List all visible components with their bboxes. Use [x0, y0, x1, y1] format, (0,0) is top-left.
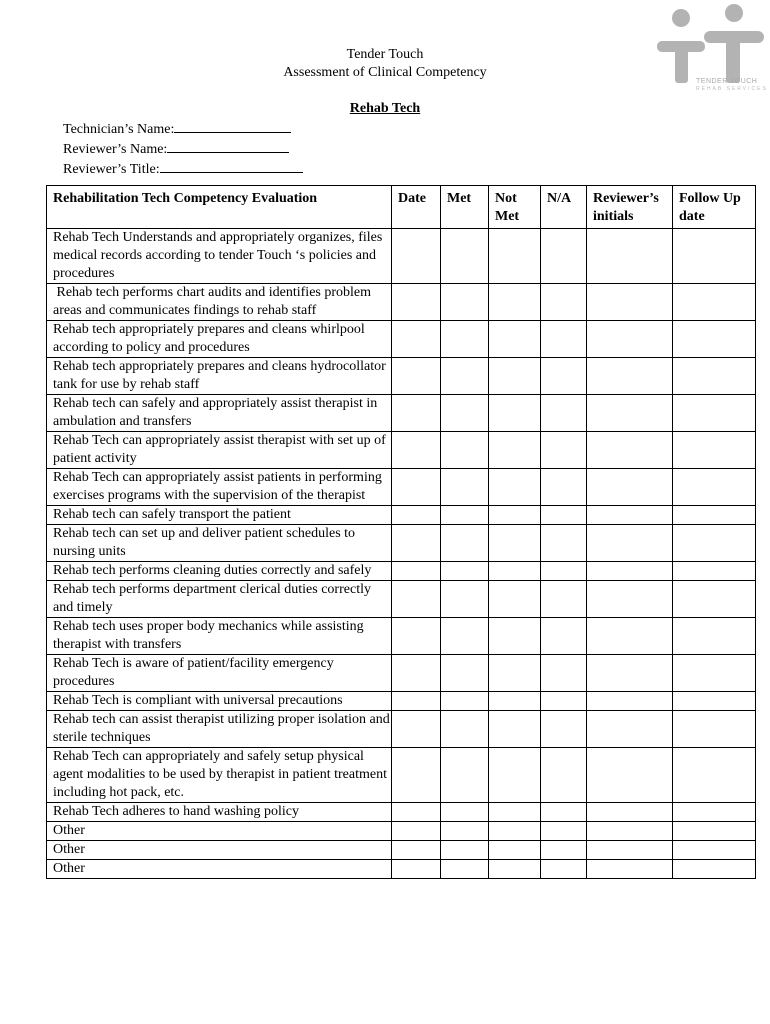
table-row	[47, 358, 756, 395]
date-cell[interactable]	[392, 358, 441, 395]
competency-item: Rehab Tech Understands and appropriately organizes, files medical records according to tender Touch ‘s policies and procedures	[47, 229, 392, 284]
na-cell[interactable]	[541, 803, 587, 822]
met-cell[interactable]	[441, 841, 489, 860]
table-row	[47, 525, 756, 562]
competency-item: Rehab tech performs chart audits and identifies problem areas and communicates findings to rehab staff	[47, 284, 392, 321]
org-name: Tender Touch	[346, 47, 424, 62]
competency-item: Rehab Tech is compliant with universal precautions	[47, 692, 392, 711]
table-row	[47, 229, 756, 284]
met-cell[interactable]	[441, 748, 489, 803]
competency-item: Rehab tech uses proper body mechanics while assisting therapist with transfers	[47, 618, 392, 655]
date-cell[interactable]	[392, 229, 441, 284]
not-met-cell[interactable]	[489, 525, 541, 562]
competency-item: Rehab tech appropriately prepares and cleans whirlpool according to policy and procedures	[47, 321, 392, 358]
logo-brand-text: TENDER TOUCH	[696, 78, 758, 85]
reviewer-initials-cell[interactable]	[587, 692, 673, 711]
tender-touch-logo	[654, 4, 766, 94]
reviewer-initials-cell[interactable]	[587, 562, 673, 581]
table-row	[47, 860, 756, 879]
date-cell[interactable]	[392, 692, 441, 711]
not-met-cell[interactable]	[489, 469, 541, 506]
table-row	[47, 432, 756, 469]
competency-item: Rehab tech performs department clerical duties correctly and timely	[47, 581, 392, 618]
follow-up-date-cell[interactable]	[673, 469, 756, 506]
reviewer-initials-cell[interactable]	[587, 711, 673, 748]
table-row	[47, 395, 756, 432]
reviewer-name-line[interactable]	[167, 139, 289, 153]
follow-up-date-cell[interactable]	[673, 618, 756, 655]
reviewer-initials-cell[interactable]	[587, 618, 673, 655]
met-cell[interactable]	[441, 692, 489, 711]
not-met-cell[interactable]	[489, 860, 541, 879]
not-met-cell[interactable]	[489, 358, 541, 395]
na-cell[interactable]	[541, 711, 587, 748]
header-evaluation: Rehabilitation Tech Competency Evaluation	[47, 186, 392, 229]
met-cell[interactable]	[441, 581, 489, 618]
met-cell[interactable]	[441, 822, 489, 841]
date-cell[interactable]	[392, 822, 441, 841]
date-cell[interactable]	[392, 803, 441, 822]
table-row	[47, 469, 756, 506]
not-met-cell[interactable]	[489, 432, 541, 469]
met-cell[interactable]	[441, 321, 489, 358]
follow-up-date-cell[interactable]	[673, 506, 756, 525]
reviewer-initials-cell[interactable]	[587, 321, 673, 358]
header-na: N/A	[541, 186, 587, 229]
reviewer-initials-cell[interactable]	[587, 284, 673, 321]
document-title: Assessment of Clinical Competency	[283, 65, 487, 80]
technician-name-line[interactable]	[174, 119, 291, 133]
follow-up-date-cell[interactable]	[673, 655, 756, 692]
technician-name-label: Technician’s Name:	[63, 122, 175, 137]
follow-up-date-cell[interactable]	[673, 395, 756, 432]
reviewer-initials-cell[interactable]	[587, 803, 673, 822]
reviewer-name-field[interactable]	[63, 139, 303, 159]
date-cell[interactable]	[392, 748, 441, 803]
competency-table	[46, 185, 756, 879]
met-cell[interactable]	[441, 506, 489, 525]
table-row	[47, 748, 756, 803]
date-cell[interactable]	[392, 395, 441, 432]
date-cell[interactable]	[392, 525, 441, 562]
na-cell[interactable]	[541, 692, 587, 711]
reviewer-initials-cell[interactable]	[587, 748, 673, 803]
date-cell[interactable]	[392, 655, 441, 692]
not-met-cell[interactable]	[489, 692, 541, 711]
na-cell[interactable]	[541, 469, 587, 506]
tt-logo-icon	[654, 4, 766, 84]
na-cell[interactable]	[541, 358, 587, 395]
competency-item: Other	[47, 860, 392, 879]
reviewer-initials-cell[interactable]	[587, 655, 673, 692]
not-met-cell[interactable]	[489, 321, 541, 358]
met-cell[interactable]	[441, 525, 489, 562]
date-cell[interactable]	[392, 711, 441, 748]
met-cell[interactable]	[441, 395, 489, 432]
met-cell[interactable]	[441, 432, 489, 469]
follow-up-date-cell[interactable]	[673, 692, 756, 711]
table-row	[47, 803, 756, 822]
follow-up-date-cell[interactable]	[673, 525, 756, 562]
na-cell[interactable]	[541, 581, 587, 618]
competency-item: Rehab tech can safely and appropriately assist therapist in ambulation and transfers	[47, 395, 392, 432]
reviewer-title-label: Reviewer’s Title:	[63, 162, 160, 177]
not-met-cell[interactable]	[489, 284, 541, 321]
follow-up-date-cell[interactable]	[673, 711, 756, 748]
na-cell[interactable]	[541, 525, 587, 562]
met-cell[interactable]	[441, 284, 489, 321]
not-met-cell[interactable]	[489, 822, 541, 841]
competency-item: Other	[47, 841, 392, 860]
table-row	[47, 711, 756, 748]
reviewer-initials-cell[interactable]	[587, 581, 673, 618]
competency-item: Rehab Tech can appropriately and safely setup physical agent modalities to be used by therapist in patient treatment including hot pack, etc.	[47, 748, 392, 803]
na-cell[interactable]	[541, 284, 587, 321]
reviewer-initials-cell[interactable]	[587, 358, 673, 395]
met-cell[interactable]	[441, 562, 489, 581]
reviewer-initials-cell[interactable]	[587, 432, 673, 469]
met-cell[interactable]	[441, 860, 489, 879]
date-cell[interactable]	[392, 618, 441, 655]
table-row	[47, 284, 756, 321]
reviewer-initials-cell[interactable]	[587, 860, 673, 879]
date-cell[interactable]	[392, 562, 441, 581]
not-met-cell[interactable]	[489, 748, 541, 803]
competency-item: Rehab tech performs cleaning duties correctly and safely	[47, 562, 392, 581]
reviewer-initials-cell[interactable]	[587, 525, 673, 562]
competency-item: Rehab Tech can appropriately assist patients in performing exercises programs with the supervision of the therapist	[47, 469, 392, 506]
date-cell[interactable]	[392, 284, 441, 321]
technician-name-field[interactable]	[63, 119, 303, 139]
date-cell[interactable]	[392, 860, 441, 879]
follow-up-date-cell[interactable]	[673, 581, 756, 618]
date-cell[interactable]	[392, 469, 441, 506]
met-cell[interactable]	[441, 803, 489, 822]
reviewer-name-label: Reviewer’s Name:	[63, 142, 168, 157]
follow-up-date-cell[interactable]	[673, 229, 756, 284]
follow-up-date-cell[interactable]	[673, 358, 756, 395]
not-met-cell[interactable]	[489, 841, 541, 860]
not-met-cell[interactable]	[489, 395, 541, 432]
met-cell[interactable]	[441, 229, 489, 284]
competency-item: Rehab tech can safely transport the patient	[47, 506, 392, 525]
not-met-cell[interactable]	[489, 618, 541, 655]
reviewer-initials-cell[interactable]	[587, 506, 673, 525]
na-cell[interactable]	[541, 229, 587, 284]
competency-item: Rehab Tech is aware of patient/facility emergency procedures	[47, 655, 392, 692]
met-cell[interactable]	[441, 618, 489, 655]
reviewer-title-line[interactable]	[160, 159, 303, 173]
competency-item: Rehab tech can set up and deliver patient schedules to nursing units	[47, 525, 392, 562]
table-row	[47, 321, 756, 358]
reviewer-initials-cell[interactable]	[587, 822, 673, 841]
header-reviewer-initials: Reviewer’s initials	[587, 186, 673, 229]
date-cell[interactable]	[392, 581, 441, 618]
date-cell[interactable]	[392, 321, 441, 358]
follow-up-date-cell[interactable]	[673, 321, 756, 358]
reviewer-initials-cell[interactable]	[587, 395, 673, 432]
na-cell[interactable]	[541, 432, 587, 469]
na-cell[interactable]	[541, 748, 587, 803]
header-follow-up-date: Follow Up date	[673, 186, 756, 229]
follow-up-date-cell[interactable]	[673, 432, 756, 469]
reviewer-initials-cell[interactable]	[587, 841, 673, 860]
met-cell[interactable]	[441, 358, 489, 395]
reviewer-fields	[63, 119, 303, 179]
table-row	[47, 692, 756, 711]
table-header-row	[47, 186, 756, 229]
competency-item: Other	[47, 822, 392, 841]
follow-up-date-cell[interactable]	[673, 803, 756, 822]
competency-item: Rehab Tech can appropriately assist therapist with set up of patient activity	[47, 432, 392, 469]
follow-up-date-cell[interactable]	[673, 748, 756, 803]
date-cell[interactable]	[392, 841, 441, 860]
na-cell[interactable]	[541, 841, 587, 860]
met-cell[interactable]	[441, 469, 489, 506]
not-met-cell[interactable]	[489, 711, 541, 748]
not-met-cell[interactable]	[489, 506, 541, 525]
table-row	[47, 618, 756, 655]
table-row	[47, 562, 756, 581]
met-cell[interactable]	[441, 711, 489, 748]
na-cell[interactable]	[541, 618, 587, 655]
table-row	[47, 581, 756, 618]
reviewer-initials-cell[interactable]	[587, 229, 673, 284]
not-met-cell[interactable]	[489, 229, 541, 284]
na-cell[interactable]	[541, 321, 587, 358]
na-cell[interactable]	[541, 822, 587, 841]
follow-up-date-cell[interactable]	[673, 284, 756, 321]
not-met-cell[interactable]	[489, 655, 541, 692]
met-cell[interactable]	[441, 655, 489, 692]
na-cell[interactable]	[541, 506, 587, 525]
table-row	[47, 841, 756, 860]
competency-item: Rehab tech can assist therapist utilizing proper isolation and sterile techniques	[47, 711, 392, 748]
not-met-cell[interactable]	[489, 803, 541, 822]
na-cell[interactable]	[541, 562, 587, 581]
logo-tagline-text: REHAB SERVICES	[696, 86, 768, 92]
table-row	[47, 655, 756, 692]
follow-up-date-cell[interactable]	[673, 562, 756, 581]
document-subtitle: Rehab Tech	[349, 101, 421, 116]
reviewer-title-field[interactable]	[63, 159, 303, 179]
not-met-cell[interactable]	[489, 581, 541, 618]
follow-up-date-cell[interactable]	[673, 860, 756, 879]
competency-item: Rehab tech appropriately prepares and cleans hydrocollator tank for use by rehab staff	[47, 358, 392, 395]
reviewer-initials-cell[interactable]	[587, 469, 673, 506]
competency-item: Rehab Tech adheres to hand washing policy	[47, 803, 392, 822]
header-date: Date	[392, 186, 441, 229]
header-met: Met	[441, 186, 489, 229]
na-cell[interactable]	[541, 395, 587, 432]
header-not-met: Not Met	[489, 186, 541, 229]
na-cell[interactable]	[541, 655, 587, 692]
table-row	[47, 506, 756, 525]
table-row	[47, 822, 756, 841]
date-cell[interactable]	[392, 506, 441, 525]
follow-up-date-cell[interactable]	[673, 841, 756, 860]
follow-up-date-cell[interactable]	[673, 822, 756, 841]
not-met-cell[interactable]	[489, 562, 541, 581]
na-cell[interactable]	[541, 860, 587, 879]
date-cell[interactable]	[392, 432, 441, 469]
